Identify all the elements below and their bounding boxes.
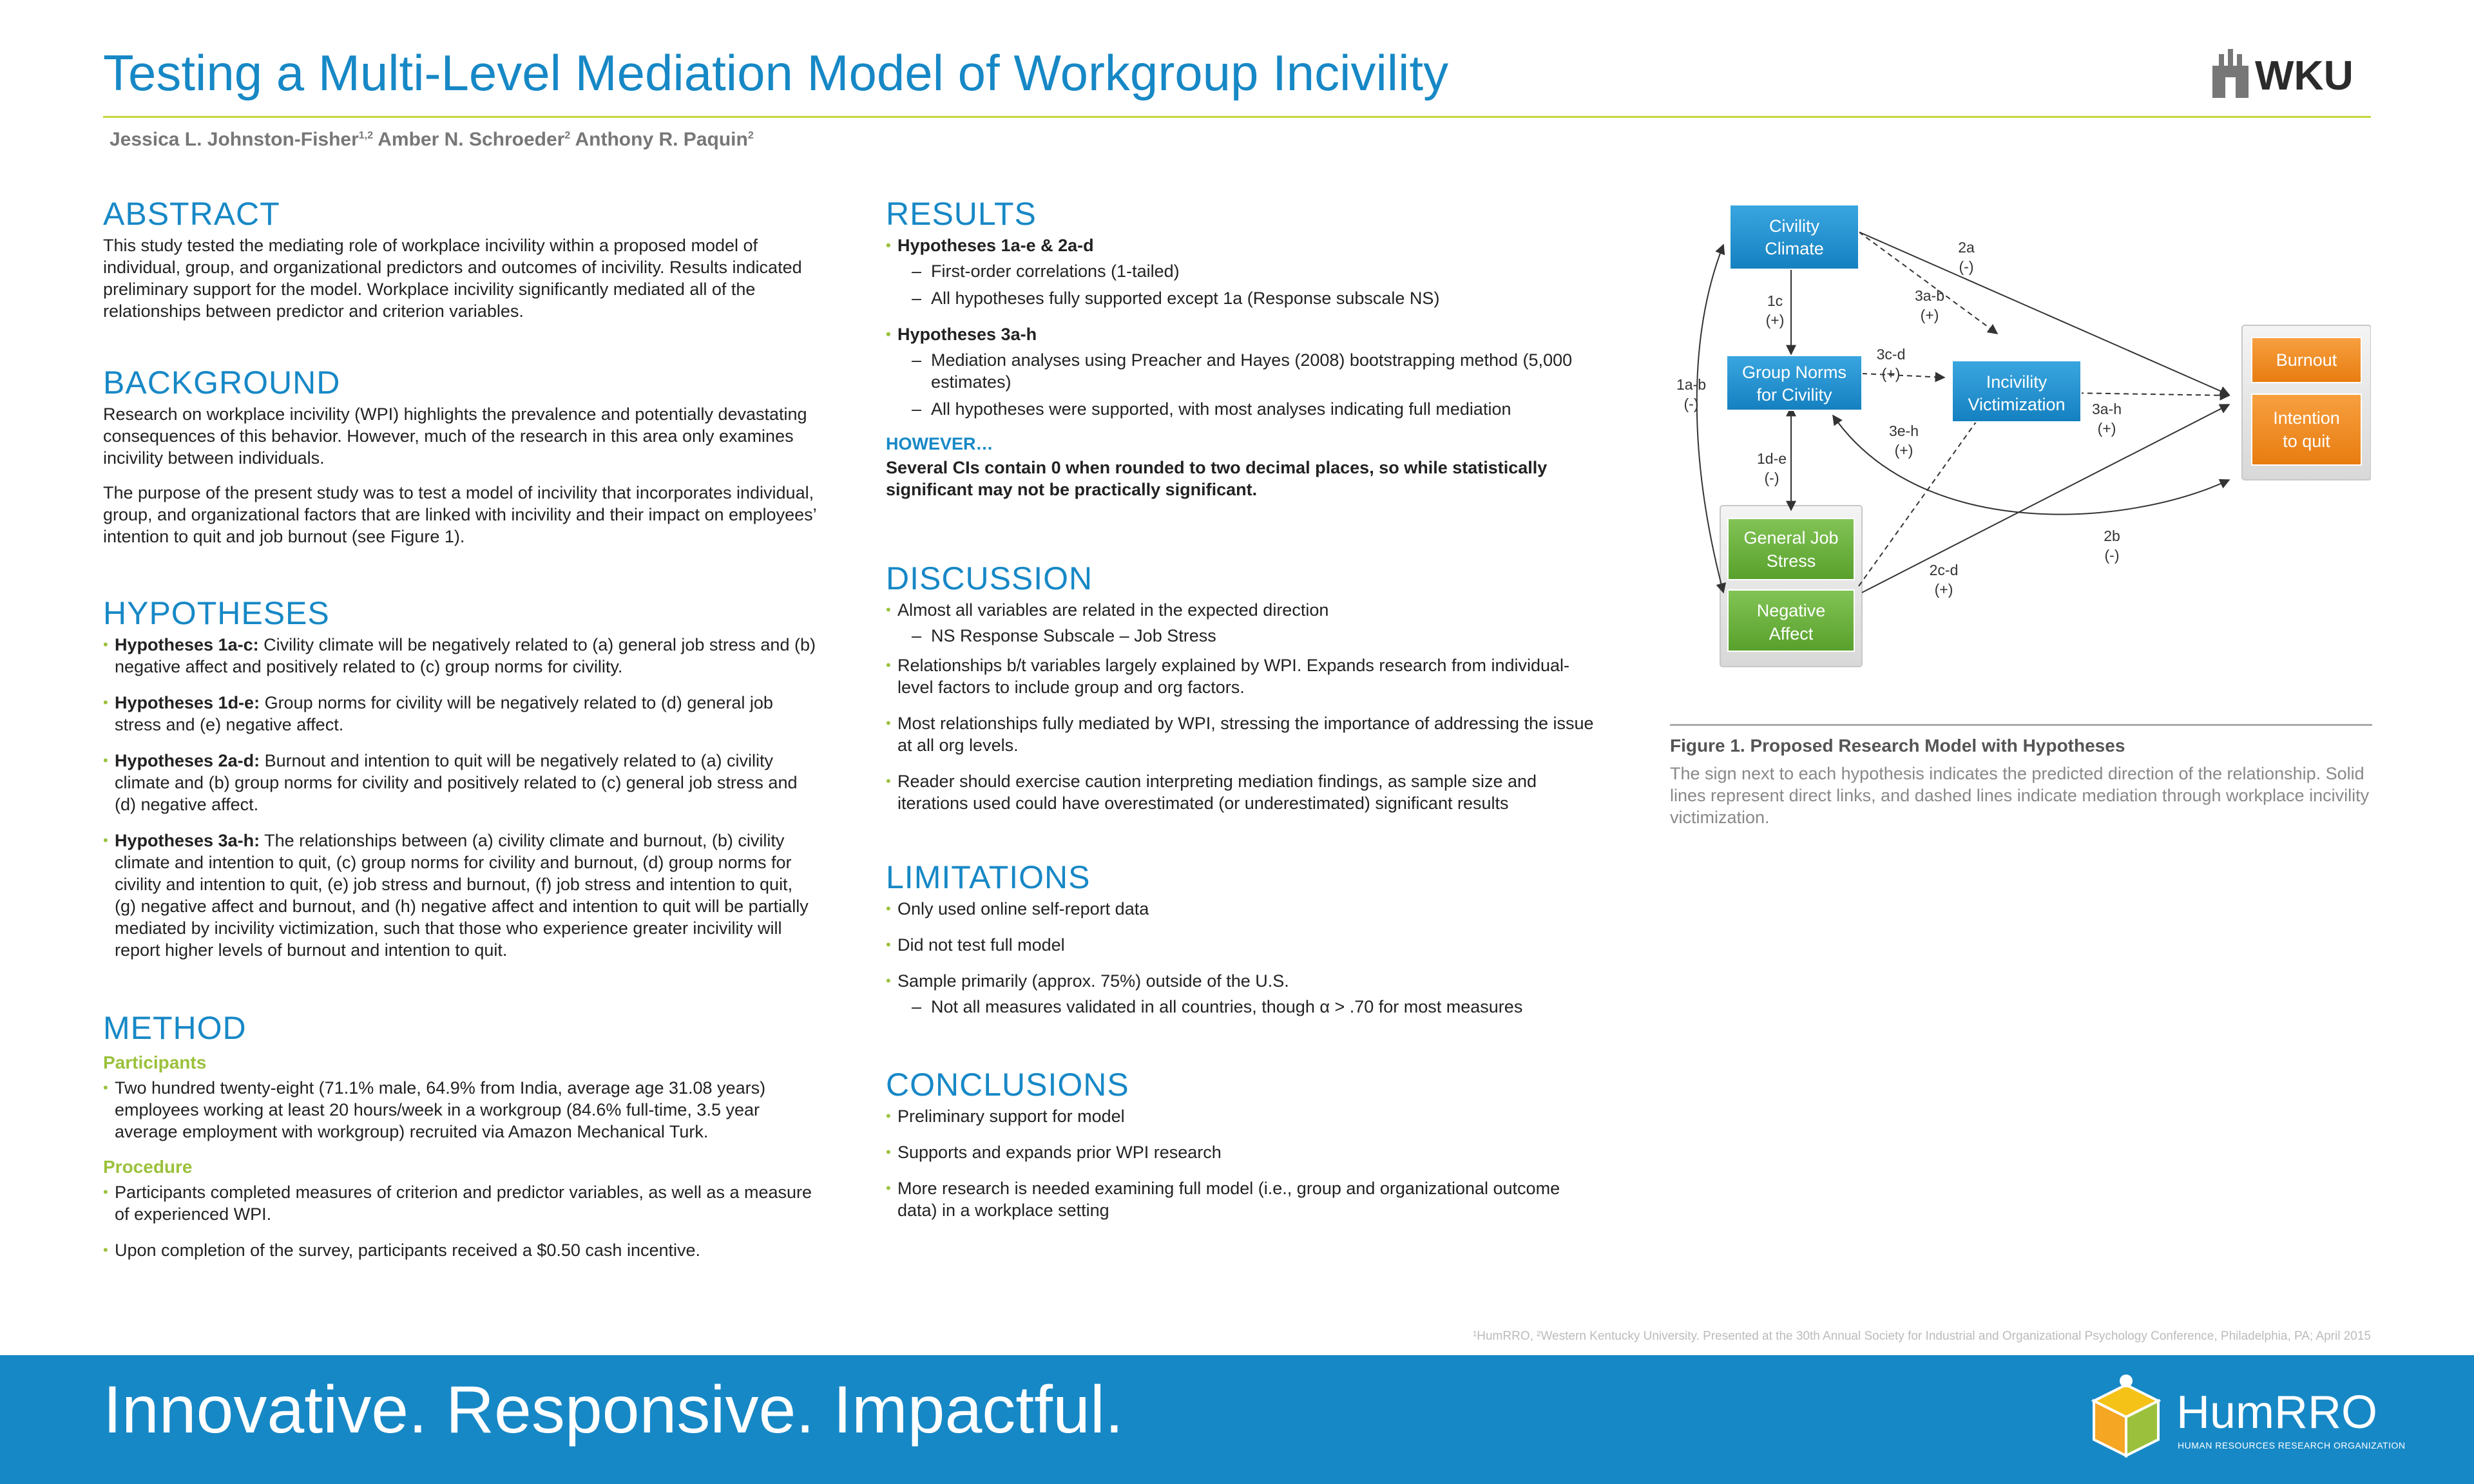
group-norms-node: [1727, 356, 1862, 410]
results-sub-item: – First-order correlations (1-tailed): [886, 260, 1601, 282]
wku-wordmark: WKU: [2255, 52, 2354, 99]
hypothesis-item: [103, 830, 818, 961]
incivility-victimization-node: [1952, 361, 2081, 422]
author-affiliation: 1,2: [358, 130, 374, 141]
node-label: to quit: [2283, 432, 2330, 451]
participants-subheading: Participants: [103, 1052, 207, 1072]
limitations-heading: LIMITATIONS: [886, 859, 1091, 895]
author-name: Jessica L. Johnston-Fisher: [110, 129, 359, 150]
hypothesis-label: Hypotheses 2a-d:: [115, 751, 260, 770]
conclusions-heading: CONCLUSIONS: [886, 1067, 1129, 1103]
path-label-3c-d: [1877, 346, 1906, 382]
conclusions-item: • Supports and expands prior WPI research: [886, 1141, 1601, 1163]
results-section: [886, 193, 1601, 513]
node-label: General Job: [1743, 528, 1839, 547]
path-label-2c-d: [1930, 562, 1959, 598]
author-name: Anthony R. Paquin: [575, 129, 748, 150]
path-code: 2b: [2104, 528, 2120, 544]
procedure-item: • Participants completed measures of criterion and predictor variables, as well as a measure of experienced WPI.: [103, 1181, 818, 1225]
abstract-heading: ABSTRACT: [103, 196, 280, 232]
author-affiliation: 2: [747, 130, 754, 141]
background-paragraph: Research on workplace incivility (WPI) highlights the prevalence and potentially devastating consequences of this behavior. However, much of the research in this area only examines incivility between individuals.: [103, 404, 807, 468]
limitations-sub-item: – Not all measures validated in all countries, though α > .70 for most measures: [886, 996, 1601, 1018]
path-sign: (-): [1683, 395, 1699, 412]
node-label: for Civility: [1756, 385, 1832, 404]
hypothesis-item: [103, 692, 818, 736]
path-sign: (+): [1934, 581, 1953, 598]
results-sub-item: – All hypotheses were supported, with most analyses indicating full mediation: [886, 398, 1601, 420]
hypothesis-label: Hypotheses 1a-c:: [115, 635, 259, 654]
path-code: 2c-d: [1929, 562, 1959, 578]
arrow-3e-h: [1859, 406, 1988, 586]
path-code: 3c-d: [1876, 346, 1906, 363]
path-label-2b: [2104, 528, 2120, 564]
hypothesis-text: Burnout and intention to quit will be negatively related to (a) civility climate and (b) group norms for civility and positively related to (c) general job stress and (d) negative affect.: [115, 751, 798, 814]
path-sign: (+): [2097, 420, 2116, 437]
node-label: Intention: [2273, 408, 2340, 428]
path-sign: (+): [1894, 442, 1913, 459]
participants-text: • Two hundred twenty-eight (71.1% male, 64.9% from India, average age 31.08 years) employees working at least 20 hours/week in a workgroup (84.6% full-time, 3.5 year average employment with workgroup) recruited via Amazon Mechanical Turk.: [103, 1077, 818, 1143]
author-affiliation: 2: [564, 130, 571, 141]
conclusions-item: • Preliminary support for model: [886, 1105, 1601, 1127]
path-label-1c: [1766, 292, 1785, 328]
results-sub-item: – Mediation analyses using Preacher and Hayes (2008) bootstrapping method (5,000 estimates): [886, 349, 1601, 393]
limitations-item: • Sample primarily (approx. 75%) outside of the U.S.: [886, 970, 1601, 992]
path-sign: (-): [2104, 547, 2120, 564]
node-label: Climate: [1765, 239, 1824, 258]
node-label: Stress: [1766, 551, 1816, 571]
arrow-3a-h: [2069, 393, 2229, 395]
affiliation-footnote: ¹HumRRO, ²Western Kentucky University. Presented at the 30th Annual Society for Industrial and Organizational Psychology Conference, Philadelphia, PA; April 2015: [1472, 1329, 2371, 1343]
path-sign: (+): [1765, 312, 1785, 328]
background-paragraph: The purpose of the present study was to test a model of incivility that incorporates individual, group, and organizational factors that are linked with incivility and their impact on employees’ intention to quit and job burnout (see Figure 1).: [103, 483, 816, 546]
hypothesis-text: Civility climate will be negatively related to (a) general job stress and (b) negative affect and positively related to (c) group norms for civility.: [115, 635, 816, 676]
abstract-section: [103, 193, 818, 335]
hypothesis-label: Hypotheses 3a-h:: [115, 831, 260, 850]
path-code: 1c: [1767, 292, 1783, 309]
arrow-1a-b: [1697, 245, 1723, 593]
results-heading: RESULTS: [886, 196, 1037, 232]
discussion-item: • Reader should exercise caution interpreting mediation findings, as sample size and iterations used could have overestimated (or underestimated) significant results: [886, 770, 1601, 814]
node-label: Negative: [1756, 601, 1826, 620]
figure-caption-title: Figure 1. Proposed Research Model with Hypotheses: [1670, 736, 2125, 756]
figure-caption-text: The sign next to each hypothesis indicates the predicted direction of the relationship. Solid lines represent direct links, and dashed lines indicate mediation through workplace incivility victimization.: [1670, 764, 2370, 827]
path-sign: (+): [1920, 307, 1939, 323]
author-name: Amber N. Schroeder: [378, 129, 565, 150]
conclusions-item: • More research is needed examining full model (i.e., group and organizational outcome data) in a workplace setting: [886, 1177, 1601, 1221]
path-label-3a-b: [1915, 287, 1944, 323]
figure-caption-rule: [1670, 724, 2372, 726]
path-sign: (-): [1959, 258, 1974, 275]
hypothesis-item: [103, 750, 818, 815]
path-code: 3a-h: [2091, 401, 2122, 417]
authors-line: [110, 129, 754, 151]
results-sub-item: – All hypotheses fully supported except 1a (Response subscale NS): [886, 287, 1601, 309]
path-label-3a-h: [2092, 401, 2122, 437]
discussion-heading: DISCUSSION: [886, 560, 1093, 596]
node-label: Burnout: [2276, 350, 2337, 370]
header-rule: [103, 116, 2371, 118]
path-label-2a: [1958, 239, 1975, 275]
path-sign: (+): [1881, 365, 1901, 382]
path-label-1d-e: [1757, 450, 1787, 486]
humrro-wordmark: HumRRO: [2176, 1387, 2378, 1438]
negative-affect-node: [1728, 590, 1854, 651]
hypothesis-text: The relationships between (a) civility climate and burnout, (b) civility climate and intention to quit, (c) group norms for civility and burnout, (d) group norms for civility and intention to quit, (e) job stress and burnout, (f) job stress and intention to quit, (g) negative affect and burnout, and (h) negative affect and intention to quit will be partially mediated by incivility victimization, such that those who experience greater incivility will report higher levels of burnout and intention to quit.: [115, 831, 809, 960]
wku-cupola-icon: [2212, 49, 2249, 98]
method-section: [103, 1007, 818, 1275]
procedure-item: • Upon completion of the survey, participants received a $0.50 cash incentive.: [103, 1239, 818, 1261]
path-code: 3a-b: [1914, 287, 1945, 304]
results-group-label: • Hypotheses 3a-h: [886, 323, 1601, 345]
hypothesis-text: Group norms for civility will be negatively related to (d) general job stress and (e) negative affect.: [115, 693, 773, 734]
research-model-diagram: [1662, 180, 2371, 696]
path-code: 1d-e: [1756, 450, 1787, 467]
procedure-subheading: Procedure: [103, 1157, 193, 1177]
discussion-sub-item: – NS Response Subscale – Job Stress: [886, 625, 1601, 647]
hypothesis-label: Hypotheses 1d-e:: [115, 693, 260, 712]
node-label: Incivility: [1986, 372, 2047, 392]
however-label: HOWEVER…: [886, 434, 993, 453]
path-code: 2a: [1958, 239, 1975, 256]
discussion-item: • Almost all variables are related in the expected direction: [886, 599, 1601, 621]
discussion-item: • Most relationships fully mediated by WPI, stressing the importance of addressing the issue at all org levels.: [886, 712, 1601, 756]
humrro-cube-icon: [2094, 1375, 2158, 1456]
background-heading: BACKGROUND: [103, 365, 341, 401]
limitations-item: • Did not test full model: [886, 934, 1601, 956]
limitations-section: [886, 857, 1601, 1023]
path-label-1a-b: [1676, 376, 1706, 412]
hypothesis-item: [103, 634, 818, 678]
burnout-node: [2252, 338, 2361, 383]
poster-title: Testing a Multi-Level Mediation Model of Workgroup Incivility: [103, 44, 1449, 101]
path-label-3e-h: [1889, 423, 1919, 459]
intention-to-quit-node: [2252, 394, 2361, 465]
limitations-item: • Only used online self-report data: [886, 898, 1601, 920]
path-code: 3e-h: [1888, 423, 1919, 439]
humrro-subtitle: HUMAN RESOURCES RESEARCH ORGANIZATION: [2178, 1440, 2406, 1451]
discussion-section: [886, 558, 1601, 828]
path-sign: (-): [1764, 470, 1779, 486]
abstract-text: This study tested the mediating role of workplace incivility within a proposed model of individual, group, and organizational predictors and outcomes of incivility. Results indicated preliminary support for the model. Workplace incivility significantly mediated all of the relationships between predictor and criterion variables.: [103, 236, 802, 321]
job-stress-node: [1728, 518, 1854, 580]
node-label: Civility: [1769, 216, 1819, 236]
discussion-item: • Relationships b/t variables largely explained by WPI. Expands research from individual-level factors to include group and org factors.: [886, 654, 1601, 698]
method-heading: METHOD: [103, 1010, 247, 1046]
tagline: Innovative. Responsive. Impactful.: [103, 1373, 1124, 1447]
path-code: 1a-b: [1676, 376, 1707, 393]
hypotheses-heading: HYPOTHESES: [103, 595, 330, 631]
node-label: Victimization: [1968, 395, 2066, 414]
results-group-label: • Hypotheses 1a-e & 2a-d: [886, 234, 1601, 256]
conclusions-section: [886, 1064, 1601, 1235]
arrow-3c-d: [1862, 374, 1944, 377]
node-label: Group Norms: [1741, 363, 1847, 382]
hypotheses-section: [103, 593, 818, 975]
node-label: Affect: [1769, 624, 1814, 643]
however-text: Several CIs contain 0 when rounded to two decimal places, so while statistically significant may not be practically significant.: [886, 458, 1548, 499]
civility-climate-node: [1730, 205, 1859, 269]
background-section: [103, 362, 818, 560]
